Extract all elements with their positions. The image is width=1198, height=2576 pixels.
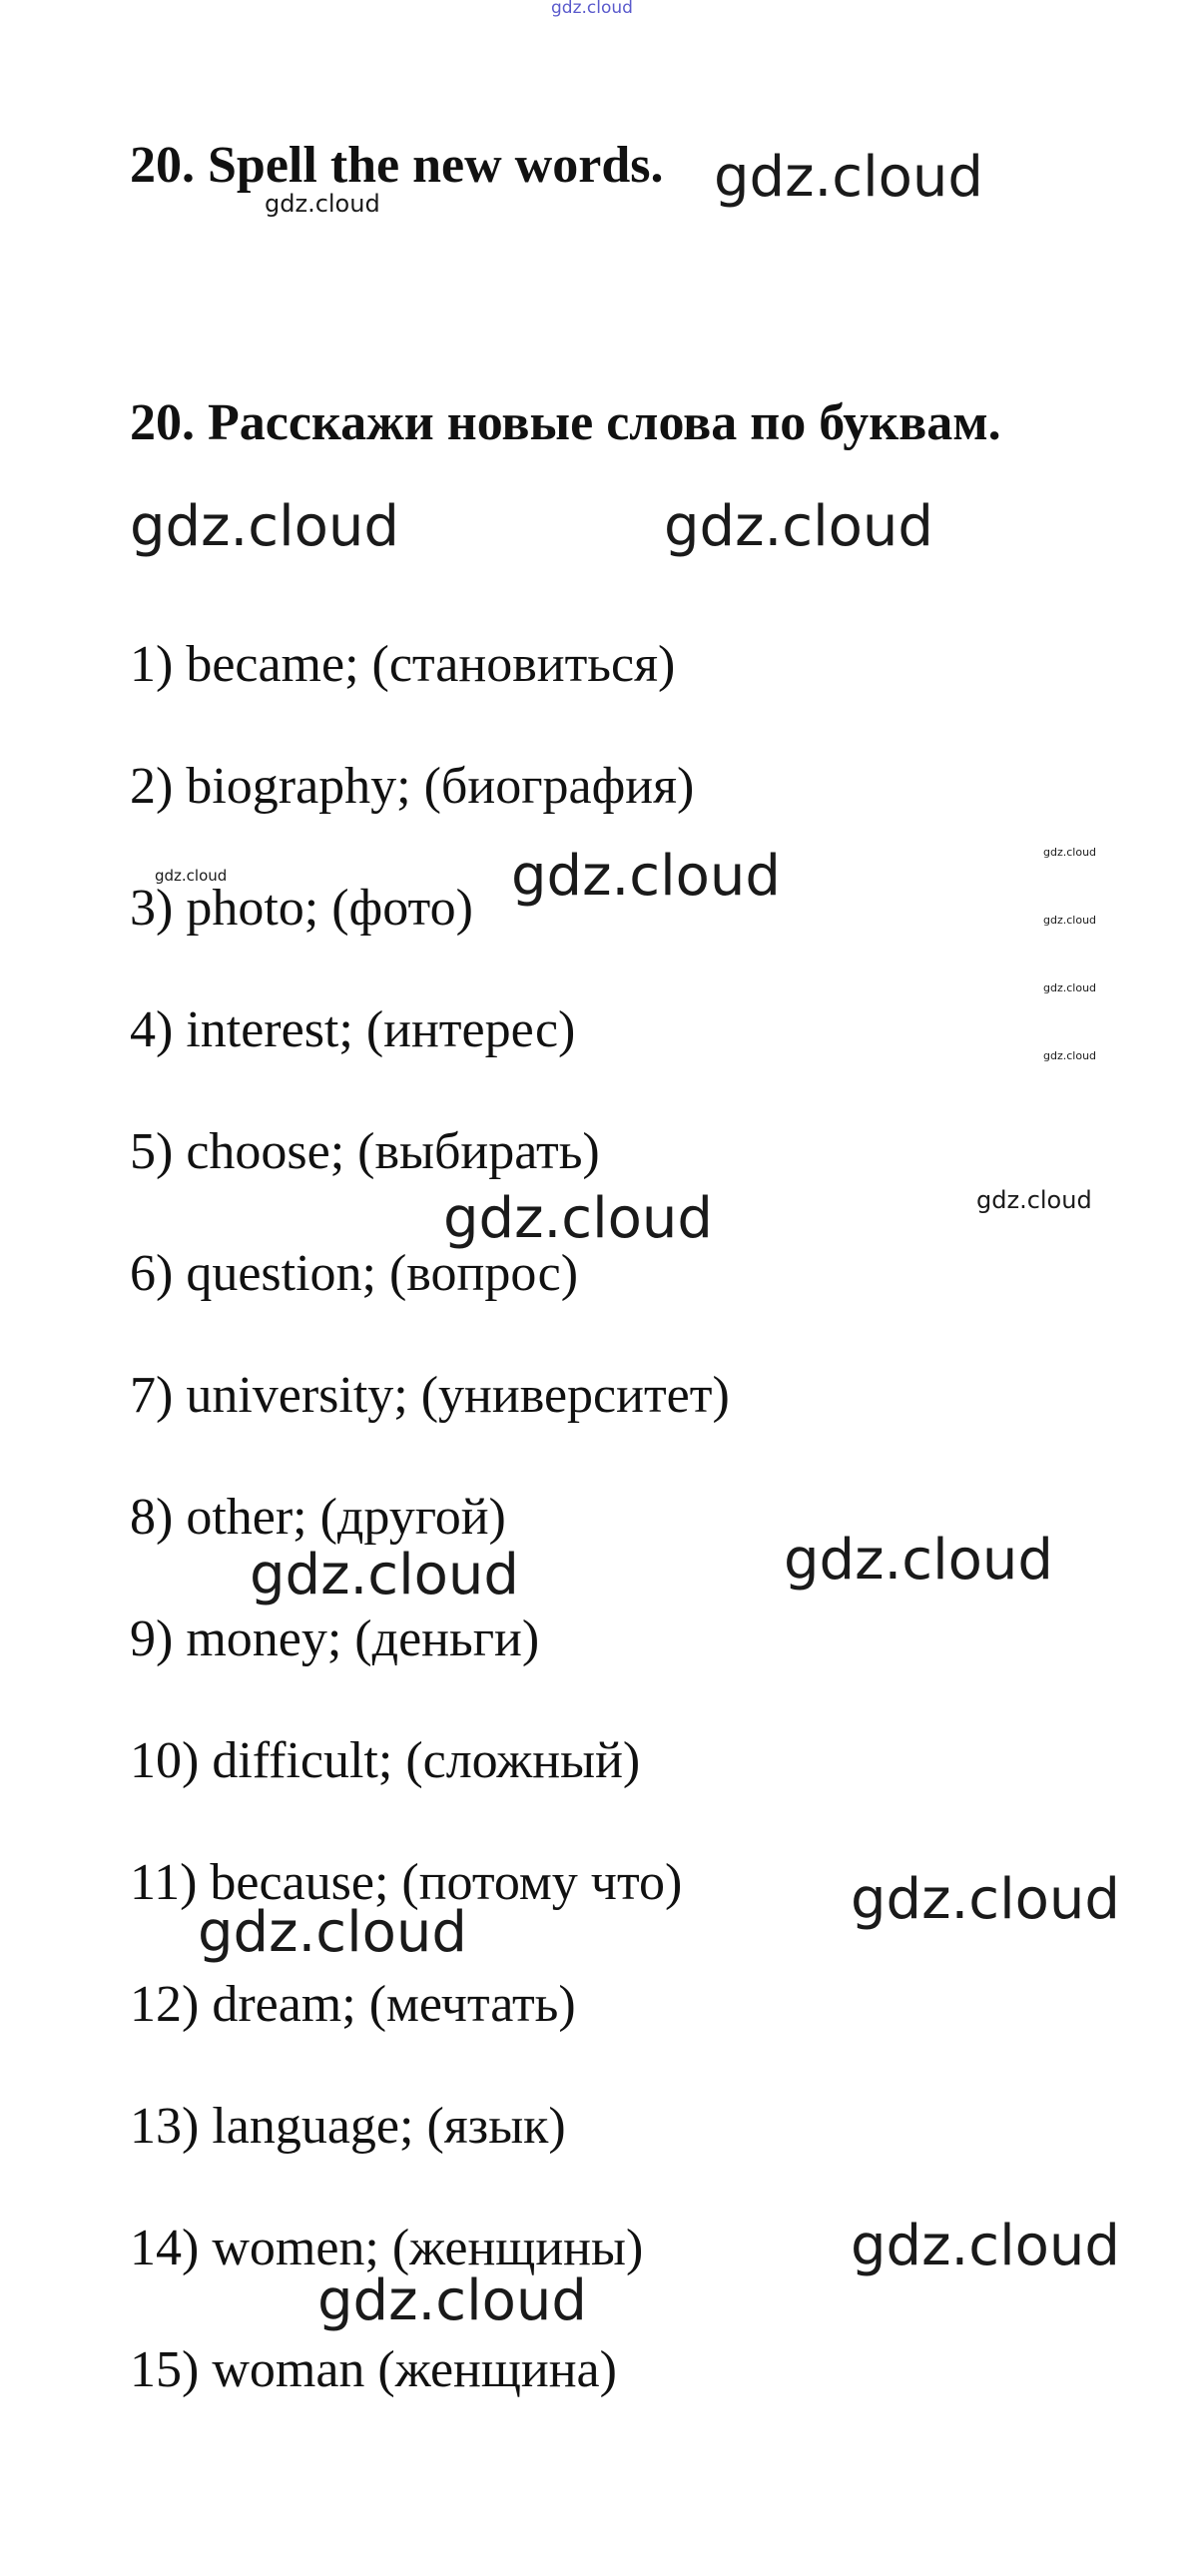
watermark: gdz.cloud (198, 1900, 467, 1965)
watermark: gdz.cloud (317, 2268, 587, 2333)
watermark: gdz.cloud (130, 494, 399, 559)
watermark: gdz.cloud (1043, 914, 1097, 927)
exercise-heading-en: 20. Spell the new words. (130, 137, 664, 194)
watermark: gdz.cloud (1043, 981, 1097, 994)
word-list-item: 14) women; (женщины) (130, 2220, 644, 2276)
watermark: gdz.cloud (1043, 1049, 1097, 1062)
word-list-item: 10) difficult; (сложный) (130, 1732, 641, 1789)
word-list-item: 7) university; (университет) (130, 1367, 730, 1424)
watermark: gdz.cloud (851, 1867, 1120, 1932)
watermark: gdz.cloud (511, 844, 781, 909)
watermark: gdz.cloud (265, 190, 380, 218)
word-list-item: 5) choose; (выбирать) (130, 1123, 600, 1180)
watermark: gdz.cloud (443, 1186, 713, 1251)
watermark: gdz.cloud (784, 1528, 1053, 1593)
header-watermark: gdz.cloud (551, 0, 633, 18)
watermark: gdz.cloud (976, 1186, 1092, 1214)
watermark: gdz.cloud (1043, 846, 1097, 859)
word-list-item: 11) because; (потому что) (130, 1854, 683, 1911)
watermark: gdz.cloud (714, 145, 983, 210)
word-list-item: 9) money; (деньги) (130, 1610, 540, 1667)
watermark: gdz.cloud (155, 867, 228, 885)
watermark: gdz.cloud (664, 494, 933, 559)
word-list-item: 8) other; (другой) (130, 1489, 506, 1546)
word-list-item: 3) photo; (фото) (130, 880, 473, 937)
watermark: gdz.cloud (851, 2214, 1120, 2278)
word-list-item: 2) biography; (биография) (130, 758, 695, 815)
word-list-item: 6) question; (вопрос) (130, 1245, 579, 1302)
exercise-heading-ru: 20. Расскажи новые слова по буквам. (130, 394, 1001, 451)
word-list-item: 13) language; (язык) (130, 2098, 566, 2155)
word-list-item: 12) dream; (мечтать) (130, 1976, 576, 2033)
word-list-item: 1) became; (становиться) (130, 636, 676, 693)
word-list-item: 15) woman (женщина) (130, 2341, 617, 2398)
watermark: gdz.cloud (250, 1543, 519, 1608)
word-list-item: 4) interest; (интерес) (130, 1001, 576, 1058)
